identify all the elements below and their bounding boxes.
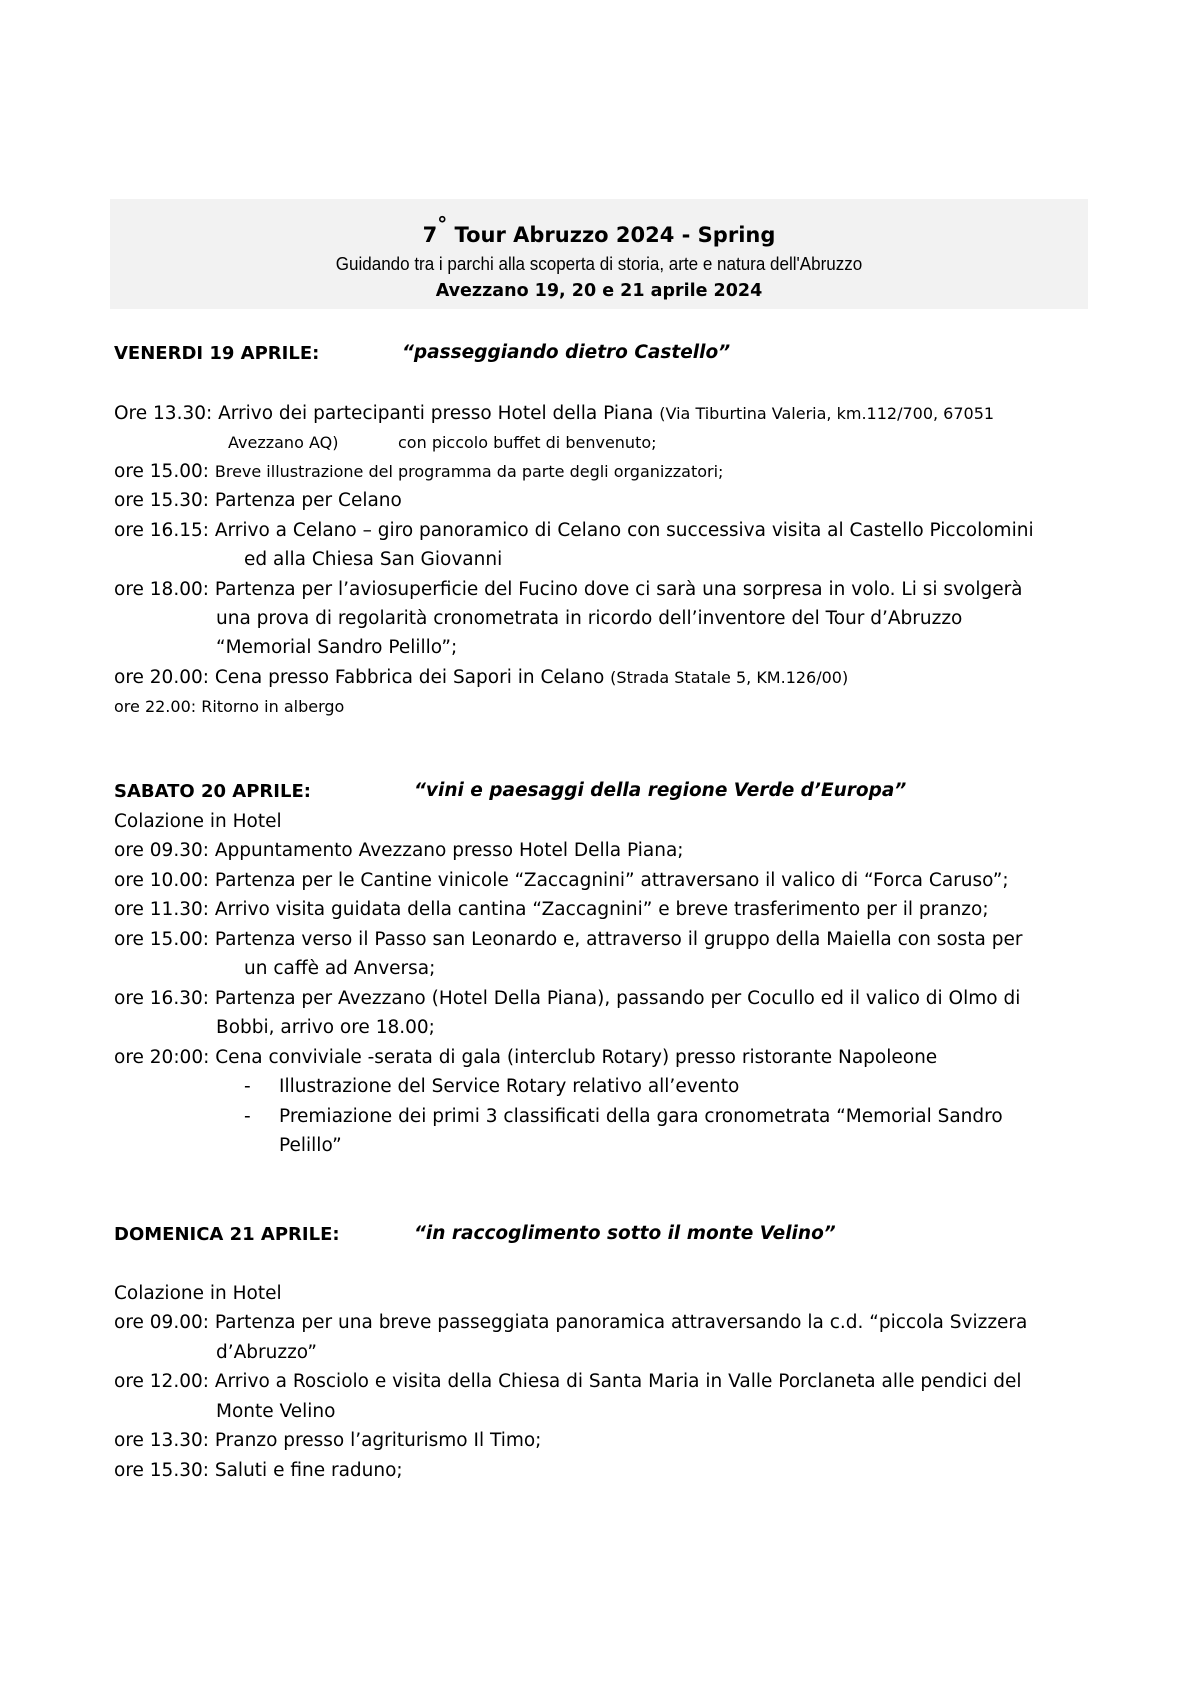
- saturday-line-6: un caffè ad Anversa;: [244, 958, 436, 979]
- saturday-bullet-1-dash: -: [244, 1076, 251, 1097]
- friday-line-10: [114, 666, 848, 690]
- saturday-label: SABATO 20 APRILE:: [114, 781, 311, 802]
- saturday-line-3: ore 10.00: Partenza per le Cantine vinicole “Zaccagnini” attraversano il valico di “Forca Caruso”;: [114, 870, 1009, 891]
- friday-line-3: [114, 460, 723, 484]
- sunday-line-7: ore 15.30: Saluti e fine raduno;: [114, 1460, 403, 1481]
- event-dates: Avezzano 19, 20 e 21 aprile 2024: [435, 281, 763, 301]
- friday-label: VENERDI 19 APRILE:: [114, 343, 320, 364]
- title-main: Tour Abruzzo 2024 - Spring: [447, 223, 776, 247]
- friday-line-9: “Memorial Sandro Pelillo”;: [216, 637, 458, 658]
- saturday-bullet-2-dash: -: [244, 1106, 251, 1127]
- sunday-line-3: d’Abruzzo”: [216, 1342, 318, 1363]
- saturday-line-8: Bobbi, arrivo ore 18.00;: [216, 1017, 435, 1038]
- sunday-line-2: ore 09.00: Partenza per una breve passeggiata panoramica attraversando la c.d. “piccola Svizzera: [114, 1312, 1028, 1333]
- saturday-theme: “vini e paesaggi della regione Verde d’Europa”: [414, 780, 907, 801]
- sunday-line-5: Monte Velino: [216, 1401, 336, 1422]
- saturday-line-1: Colazione in Hotel: [114, 811, 282, 832]
- page-subtitle: Guidando tra i parchi alla scoperta di storia, arte e natura dell'Abruzzo: [335, 253, 863, 274]
- title-number: 7: [422, 223, 438, 247]
- friday-theme: “passeggiando dietro Castello”: [402, 342, 731, 363]
- sunday-line-4: ore 12.00: Arrivo a Rosciolo e visita della Chiesa di Santa Maria in Valle Porclaneta alle pendici del: [114, 1371, 1022, 1392]
- saturday-line-4: ore 11.30: Arrivo visita guidata della cantina “Zaccagnini” e breve trasferimento per il pranzo;: [114, 899, 989, 920]
- friday-line-2a: Avezzano AQ): [228, 433, 339, 452]
- sunday-line-6: ore 13.30: Pranzo presso l’agriturismo Il Timo;: [114, 1430, 542, 1451]
- title-degree: °: [437, 212, 448, 236]
- friday-line-6: ed alla Chiesa San Giovanni: [244, 549, 503, 570]
- saturday-bullet-2: Premiazione dei primi 3 classificati della gara cronometrata “Memorial Sandro: [279, 1106, 1003, 1127]
- friday-line-1-address: (Via Tiburtina Valeria, km.112/700, 67051: [659, 404, 995, 423]
- friday-line-1-main: Ore 13.30: Arrivo dei partecipanti presso Hotel della Piana: [114, 403, 660, 424]
- friday-line-2b: con piccolo buffet di benvenuto;: [398, 433, 657, 452]
- friday-line-1: [114, 402, 994, 426]
- friday-line-10-main: ore 20.00: Cena presso Fabbrica dei Sapori in Celano: [114, 667, 611, 688]
- saturday-line-2: ore 09.30: Appuntamento Avezzano presso Hotel Della Piana;: [114, 840, 684, 861]
- saturday-line-7: ore 16.30: Partenza per Avezzano (Hotel Della Piana), passando per Cocullo ed il valico di Olmo di: [114, 988, 1021, 1009]
- friday-line-4: ore 15.30: Partenza per Celano: [114, 490, 402, 511]
- friday-line-11: ore 22.00: Ritorno in albergo: [114, 697, 345, 716]
- friday-line-3-text: Breve illustrazione del programma da parte degli organizzatori;: [214, 462, 724, 481]
- saturday-line-9: ore 20:00: Cena conviviale -serata di gala (interclub Rotary) presso ristorante Napoleone: [114, 1047, 938, 1068]
- sunday-line-1: Colazione in Hotel: [114, 1283, 282, 1304]
- sunday-label: DOMENICA 21 APRILE:: [114, 1224, 340, 1245]
- saturday-bullet-2-cont: Pelillo”: [279, 1135, 342, 1156]
- friday-line-8: una prova di regolarità cronometrata in ricordo dell’inventore del Tour d’Abruzzo: [216, 608, 963, 629]
- saturday-line-5: ore 15.00: Partenza verso il Passo san Leonardo e, attraverso il gruppo della Maiella con sosta per: [114, 929, 1023, 950]
- friday-line-10-address: (Strada Statale 5, KM.126/00): [610, 668, 849, 687]
- page-title: [110, 212, 1088, 247]
- friday-line-7: ore 18.00: Partenza per l’aviosuperficie del Fucino dove ci sarà una sorpresa in volo. Li si svolgerà: [114, 579, 1023, 600]
- header-box: [110, 199, 1088, 309]
- friday-line-3-time: ore 15.00:: [114, 461, 215, 482]
- sunday-theme: “in raccoglimento sotto il monte Velino”: [414, 1223, 836, 1244]
- saturday-bullet-1: Illustrazione del Service Rotary relativo all’evento: [279, 1076, 740, 1097]
- friday-line-5: ore 16.15: Arrivo a Celano – giro panoramico di Celano con successiva visita al Castello Piccolomini: [114, 520, 1034, 541]
